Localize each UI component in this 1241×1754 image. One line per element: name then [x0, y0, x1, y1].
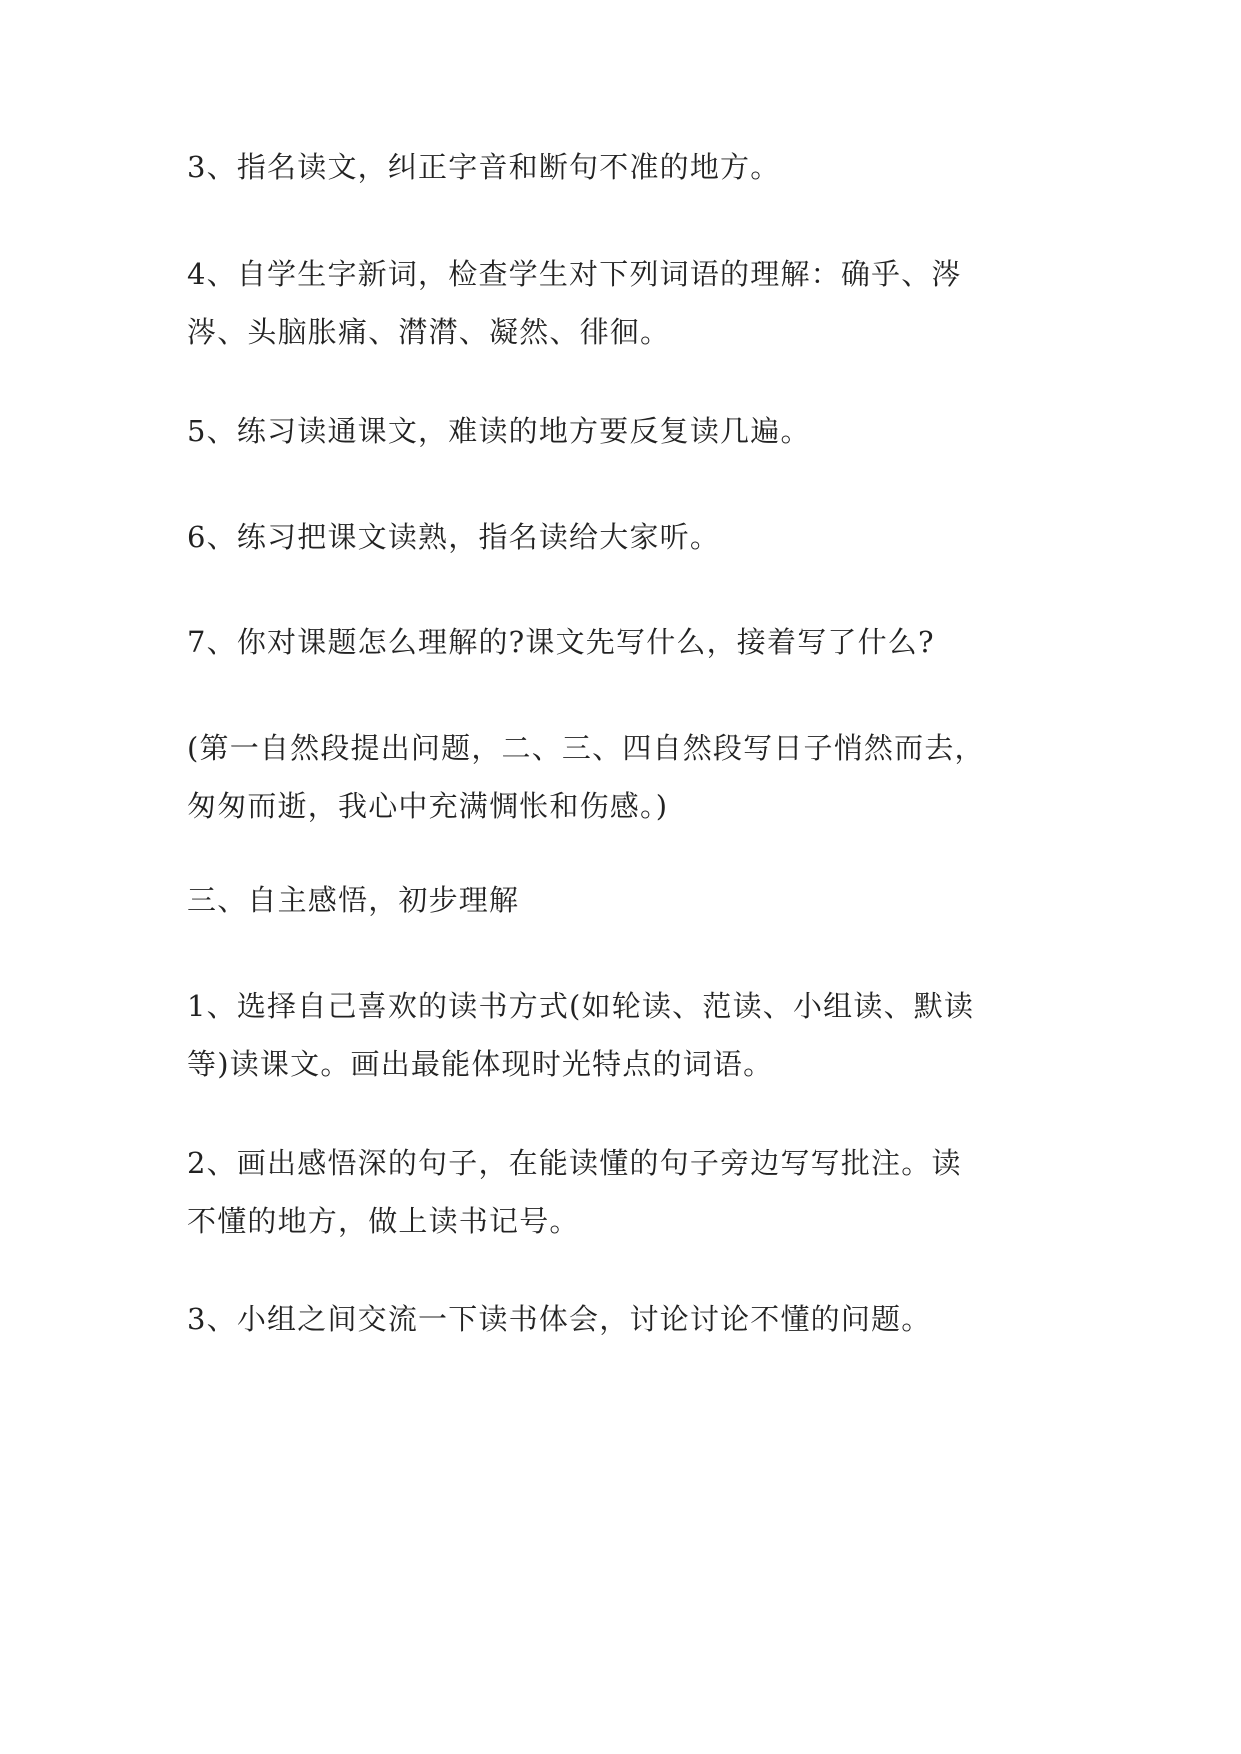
section-heading-three — [187, 871, 1067, 929]
paragraph-line: 4、自学生字新词，检查学生对下列词语的理解：确乎、涔 — [187, 257, 962, 291]
paragraph-line: 2、画出感悟深的句子，在能读懂的句子旁边写写批注。读 — [187, 1146, 962, 1180]
paragraph-step-7-title-question — [187, 613, 1067, 671]
paragraph-line: 三、自主感悟，初步理解 — [187, 883, 520, 917]
paragraph-step-7-answer — [187, 719, 1067, 835]
paragraph-step-4-vocabulary — [187, 245, 1067, 361]
paragraph-line: 5、练习读通课文，难读的地方要反复读几遍。 — [187, 414, 811, 448]
paragraph-line: 7、你对课题怎么理解的?课文先写什么，接着写了什么? — [187, 625, 935, 659]
paragraph-step-6-read-familiar — [187, 508, 1067, 566]
paragraph-line: 匆匆而逝，我心中充满惆怅和伤感。) — [187, 789, 669, 823]
paragraph-section3-step-1 — [187, 977, 1067, 1093]
paragraph-line: 涔、头脑胀痛、潸潸、凝然、徘徊。 — [187, 315, 671, 349]
paragraph-line: 3、小组之间交流一下读书体会，讨论讨论不懂的问题。 — [187, 1302, 932, 1336]
paragraph-line: 不懂的地方，做上读书记号。 — [187, 1204, 580, 1238]
paragraph-section3-step-2 — [187, 1134, 1067, 1250]
paragraph-line: 等)读课文。画出最能体现时光特点的词语。 — [187, 1047, 774, 1081]
paragraph-step-5-read-through — [187, 402, 1067, 460]
paragraph-line: 6、练习把课文读熟，指名读给大家听。 — [187, 520, 721, 554]
paragraph-step-3-read-aloud — [187, 138, 1067, 196]
paragraph-line: 1、选择自己喜欢的读书方式(如轮读、范读、小组读、默读 — [187, 989, 975, 1023]
paragraph-line: (第一自然段提出问题，二、三、四自然段写日子悄然而去， — [187, 731, 985, 765]
paragraph-section3-step-3 — [187, 1290, 1067, 1348]
paragraph-line: 3、指名读文，纠正字音和断句不准的地方。 — [187, 150, 781, 184]
